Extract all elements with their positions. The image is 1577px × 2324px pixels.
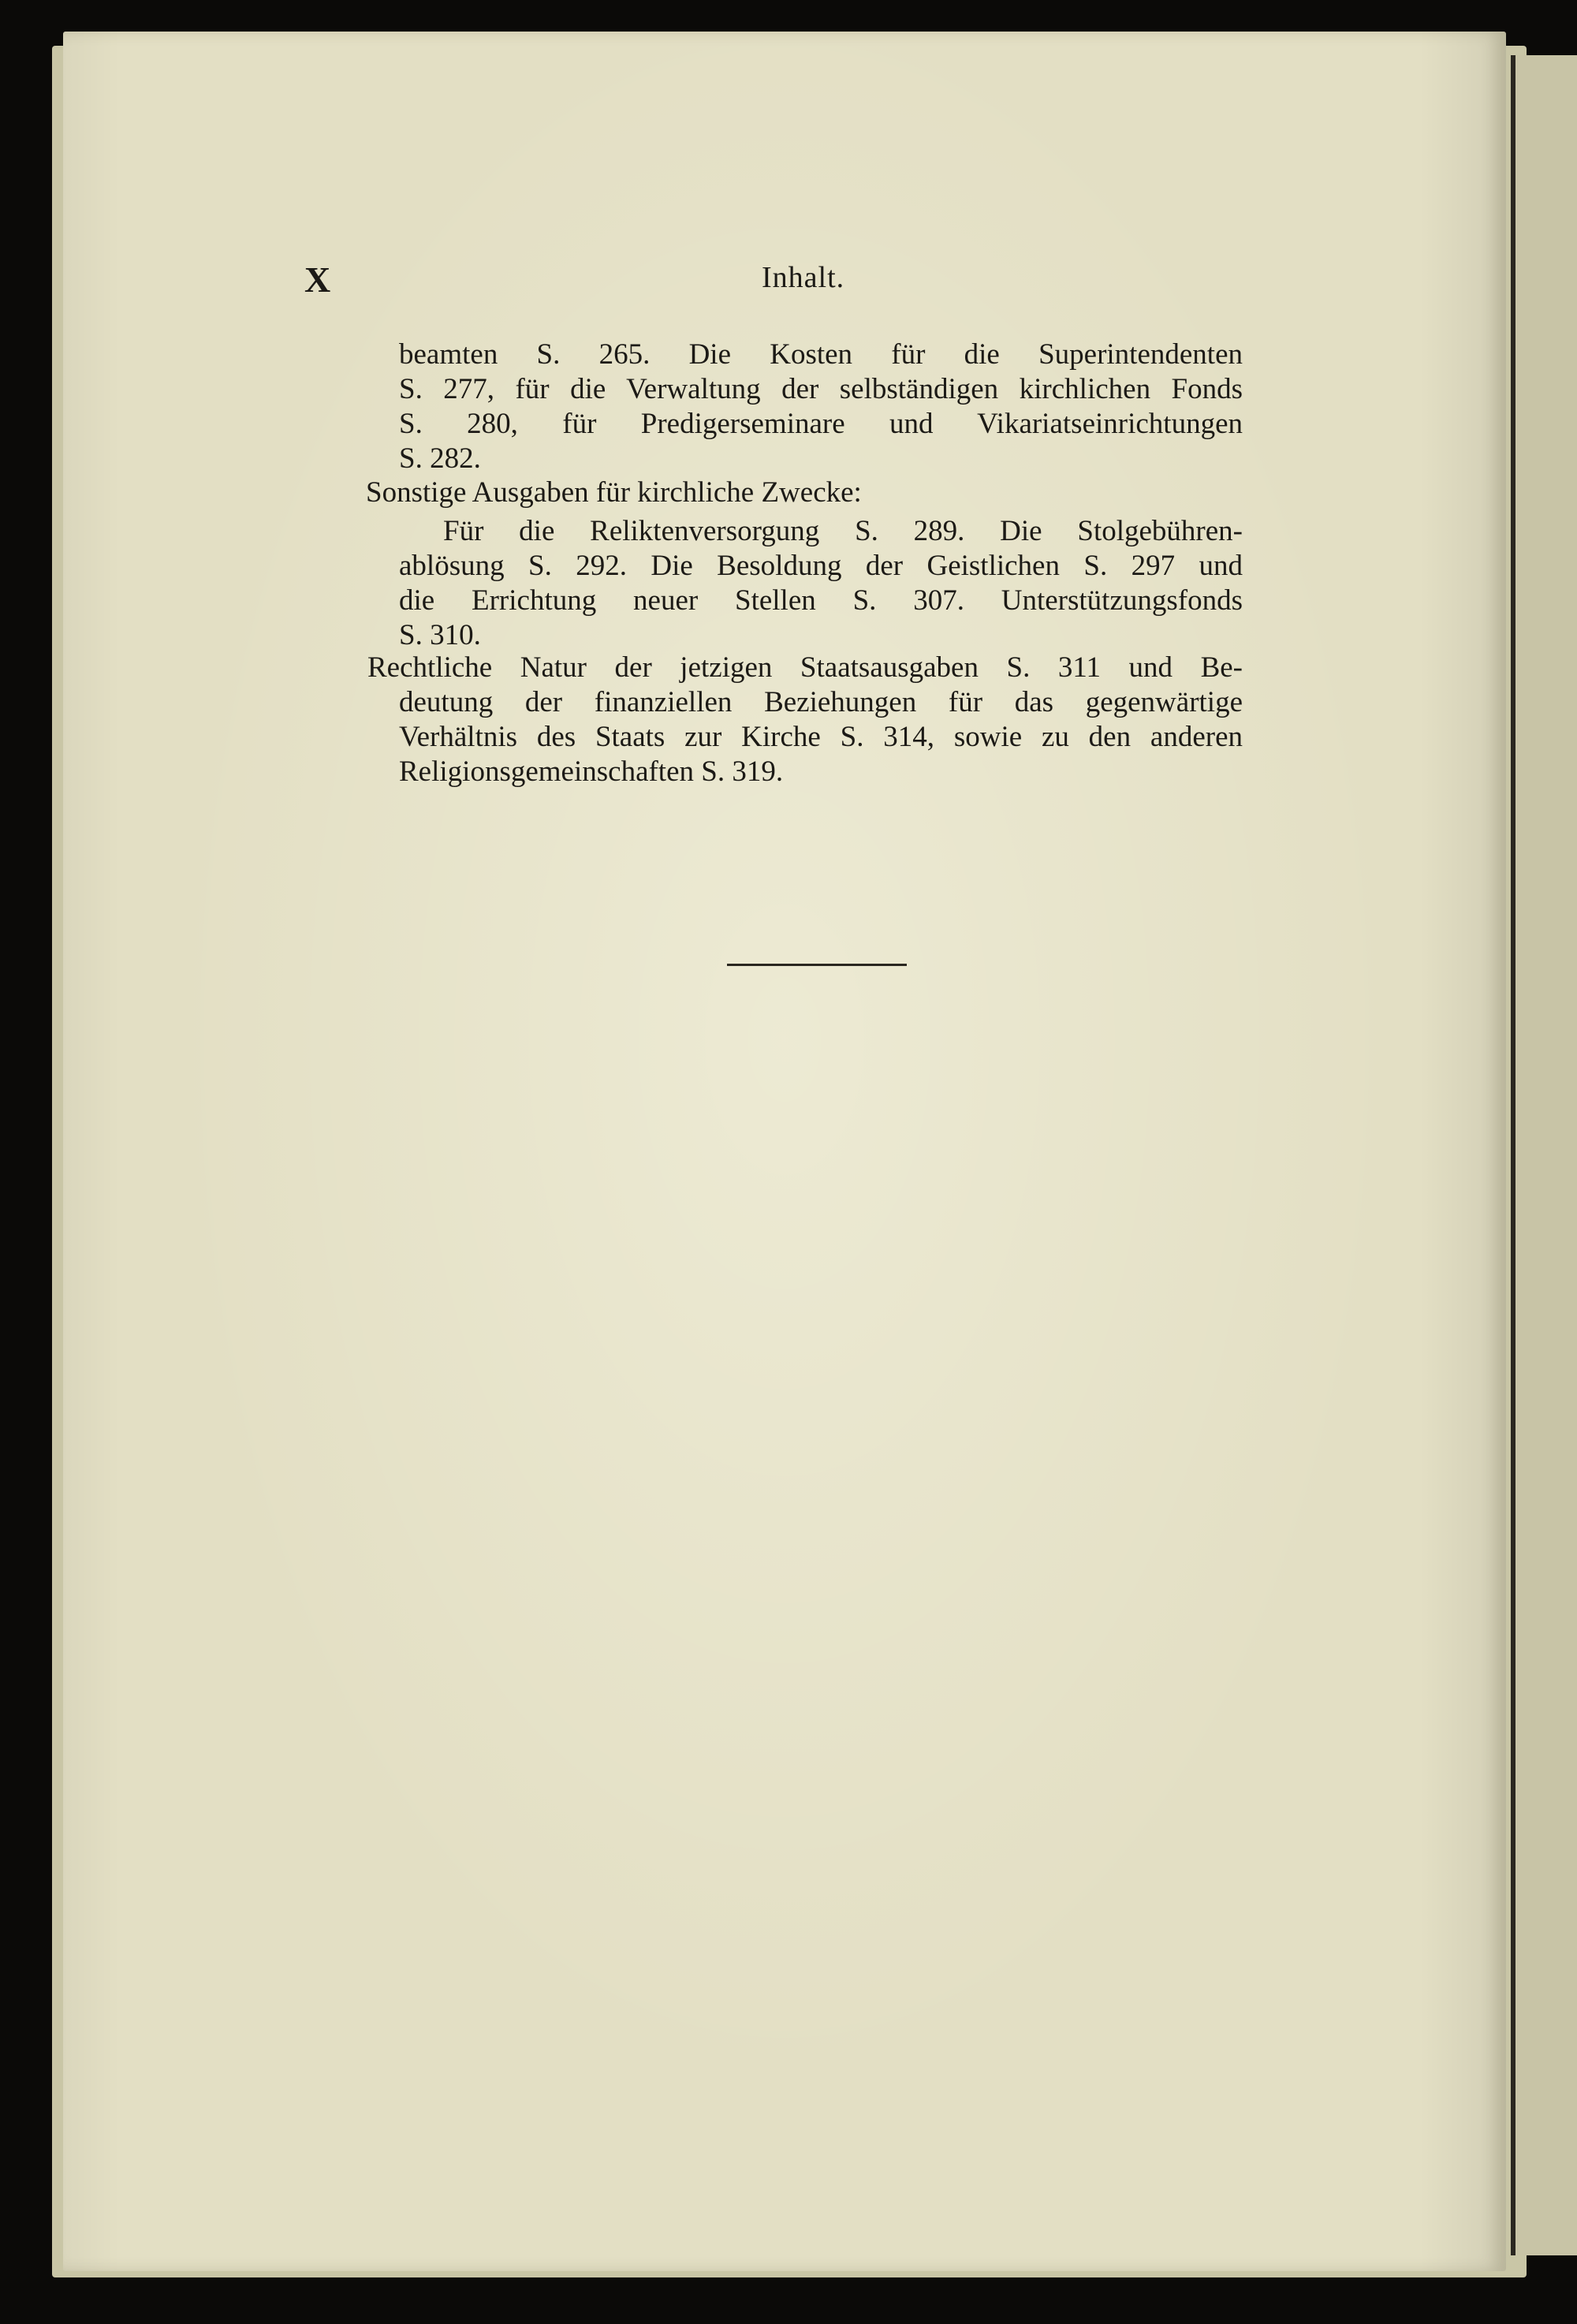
toc-line: beamten S. 265. Die Kosten für die Superintendenten bbox=[399, 338, 1243, 371]
end-rule bbox=[727, 964, 907, 966]
toc-entry-rechtliche bbox=[367, 651, 1243, 789]
toc-line: S. 280, für Predigerseminare und Vikariatseinrichtungen bbox=[399, 408, 1243, 440]
toc-heading-sonstige bbox=[366, 476, 997, 510]
toc-line: Verhältnis des Staats zur Kirche S. 314, sowie zu den anderen bbox=[399, 721, 1243, 753]
toc-line: ablösung S. 292. Die Besoldung der Geistlichen S. 297 und bbox=[399, 550, 1243, 582]
toc-line: S. 310. bbox=[399, 619, 481, 651]
toc-line: Rechtliche Natur der jetzigen Staatsausgaben S. 311 und Be- bbox=[367, 651, 1243, 684]
toc-line: Für die Reliktenversorgung S. 289. Die Stolgebühren- bbox=[443, 515, 1243, 547]
toc-line: S. 277, für die Verwaltung der selbständigen kirchlichen Fonds bbox=[399, 373, 1243, 405]
toc-entry-sonstige bbox=[399, 514, 1243, 653]
toc-line: S. 282. bbox=[399, 442, 481, 475]
page-number: X bbox=[304, 259, 333, 300]
toc-line: Religionsgemeinschaften S. 319. bbox=[399, 755, 784, 788]
toc-line: deutung der finanziellen Beziehungen für das gegenwärtige bbox=[399, 686, 1243, 718]
running-head: Inhalt. bbox=[762, 261, 845, 294]
toc-heading: Sonstige Ausgaben für kirchliche Zwecke: bbox=[366, 476, 862, 509]
toc-entry-continuation bbox=[399, 338, 1243, 476]
facing-page-edge bbox=[1511, 55, 1577, 2255]
toc-line: die Errichtung neuer Stellen S. 307. Unterstützungsfonds bbox=[399, 584, 1243, 617]
